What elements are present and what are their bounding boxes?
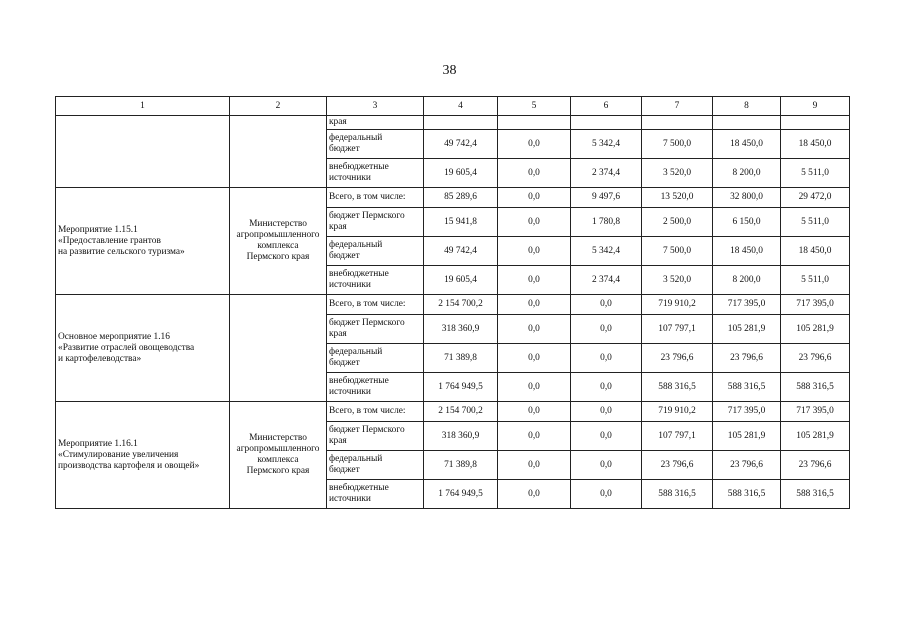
value-cell: 49 742,4 <box>424 130 498 159</box>
funding-source-cell <box>327 208 424 237</box>
value-cell: 105 281,9 <box>781 422 850 451</box>
cell-line: Мероприятие 1.16.1 <box>58 438 138 449</box>
value-cell: 5 342,4 <box>571 237 642 266</box>
cell-line: федеральный <box>329 347 383 357</box>
value-cell: 107 797,1 <box>642 422 713 451</box>
value-cell: 18 450,0 <box>713 237 781 266</box>
cell-line: «Предоставление грантов <box>58 235 161 246</box>
value-cell: 0,0 <box>498 237 571 266</box>
cell-line: производства картофеля и овощей» <box>58 460 200 471</box>
cell-line: бюджет Пермского <box>329 211 405 221</box>
executor-cell <box>230 402 327 509</box>
value-cell: 719 910,2 <box>642 402 713 422</box>
cell-line: края <box>329 436 347 446</box>
value-cell: 18 450,0 <box>781 237 850 266</box>
value-cell: 2 374,4 <box>571 159 642 188</box>
cell-line: Пермского края <box>246 252 310 262</box>
column-header: 7 <box>642 97 713 116</box>
value-cell: 0,0 <box>498 295 571 315</box>
event-cell <box>56 116 230 188</box>
table-row <box>56 295 850 315</box>
value-cell: 0,0 <box>498 344 571 373</box>
value-cell: 8 200,0 <box>713 159 781 188</box>
funding-source-cell <box>327 130 424 159</box>
cell-line: и картофелеводства» <box>58 353 142 364</box>
cell-line: федеральный <box>329 133 383 143</box>
value-cell: 0,0 <box>498 315 571 344</box>
event-cell <box>56 295 230 402</box>
funding-source-cell <box>327 295 424 315</box>
column-header: 4 <box>424 97 498 116</box>
cell-line: бюджет <box>329 251 360 261</box>
value-cell: 0,0 <box>498 422 571 451</box>
cell-line: федеральный <box>329 454 383 464</box>
cell-line: бюджет Пермского <box>329 318 405 328</box>
funding-source-cell <box>327 159 424 188</box>
header-row <box>56 97 850 116</box>
table-row <box>56 402 850 422</box>
value-cell: 588 316,5 <box>781 373 850 402</box>
cell-line: бюджет <box>329 358 360 368</box>
value-cell: 85 289,6 <box>424 188 498 208</box>
funding-source-cell <box>327 188 424 208</box>
cell-line: источники <box>329 173 371 183</box>
value-cell: 0,0 <box>571 480 642 509</box>
cell-line: комплекса <box>257 455 299 465</box>
value-cell: 23 796,6 <box>713 451 781 480</box>
cell-line: Мероприятие 1.15.1 <box>58 224 138 235</box>
cell-line: комплекса <box>257 241 299 251</box>
cell-line: края <box>329 117 347 127</box>
value-cell: 7 500,0 <box>642 130 713 159</box>
value-cell <box>424 116 498 130</box>
value-cell: 0,0 <box>498 266 571 295</box>
value-cell: 5 511,0 <box>781 159 850 188</box>
column-header: 9 <box>781 97 850 116</box>
value-cell: 0,0 <box>498 188 571 208</box>
value-cell: 0,0 <box>498 130 571 159</box>
value-cell: 0,0 <box>571 295 642 315</box>
value-cell <box>781 116 850 130</box>
value-cell: 0,0 <box>571 344 642 373</box>
value-cell: 717 395,0 <box>781 402 850 422</box>
value-cell: 2 374,4 <box>571 266 642 295</box>
executor-cell <box>230 116 327 188</box>
column-header: 1 <box>56 97 230 116</box>
cell-line: федеральный <box>329 240 383 250</box>
value-cell: 0,0 <box>498 451 571 480</box>
value-cell: 588 316,5 <box>781 480 850 509</box>
value-cell: 107 797,1 <box>642 315 713 344</box>
value-cell: 0,0 <box>498 480 571 509</box>
event-cell <box>56 188 230 295</box>
value-cell: 19 605,4 <box>424 159 498 188</box>
cell-line: Министерство <box>249 433 307 443</box>
column-header: 6 <box>571 97 642 116</box>
cell-line: внебюджетные <box>329 269 389 279</box>
value-cell: 5 342,4 <box>571 130 642 159</box>
value-cell: 105 281,9 <box>713 315 781 344</box>
cell-line: Всего, в том числе: <box>329 299 406 309</box>
value-cell: 3 520,0 <box>642 266 713 295</box>
value-cell: 18 450,0 <box>713 130 781 159</box>
column-header: 5 <box>498 97 571 116</box>
cell-line: края <box>329 222 347 232</box>
value-cell: 2 500,0 <box>642 208 713 237</box>
value-cell: 0,0 <box>498 373 571 402</box>
value-cell: 19 605,4 <box>424 266 498 295</box>
cell-line: Всего, в том числе: <box>329 406 406 416</box>
value-cell: 105 281,9 <box>781 315 850 344</box>
value-cell: 717 395,0 <box>781 295 850 315</box>
value-cell: 29 472,0 <box>781 188 850 208</box>
value-cell: 1 764 949,5 <box>424 373 498 402</box>
funding-source-cell <box>327 237 424 266</box>
event-cell <box>56 402 230 509</box>
budget-table <box>55 96 850 509</box>
value-cell: 0,0 <box>571 402 642 422</box>
value-cell: 0,0 <box>571 373 642 402</box>
cell-line: Министерство <box>249 219 307 229</box>
value-cell: 7 500,0 <box>642 237 713 266</box>
cell-line: бюджет <box>329 465 360 475</box>
value-cell: 717 395,0 <box>713 295 781 315</box>
value-cell: 588 316,5 <box>713 373 781 402</box>
value-cell: 23 796,6 <box>642 344 713 373</box>
value-cell <box>713 116 781 130</box>
cell-line: края <box>329 329 347 339</box>
funding-source-cell <box>327 402 424 422</box>
value-cell: 588 316,5 <box>642 480 713 509</box>
funding-source-cell <box>327 116 424 130</box>
value-cell: 0,0 <box>571 315 642 344</box>
value-cell: 0,0 <box>498 402 571 422</box>
value-cell: 1 780,8 <box>571 208 642 237</box>
value-cell <box>642 116 713 130</box>
value-cell: 0,0 <box>571 422 642 451</box>
cell-line: внебюджетные <box>329 483 389 493</box>
value-cell: 318 360,9 <box>424 315 498 344</box>
value-cell: 23 796,6 <box>713 344 781 373</box>
value-cell: 23 796,6 <box>781 451 850 480</box>
executor-cell <box>230 295 327 402</box>
cell-line: «Развитие отраслей овощеводства <box>58 342 195 353</box>
table-row <box>56 116 850 130</box>
funding-source-cell <box>327 451 424 480</box>
value-cell: 8 200,0 <box>713 266 781 295</box>
value-cell: 105 281,9 <box>713 422 781 451</box>
value-cell: 0,0 <box>498 159 571 188</box>
column-header: 2 <box>230 97 327 116</box>
cell-line: внебюджетные <box>329 376 389 386</box>
value-cell: 1 764 949,5 <box>424 480 498 509</box>
value-cell: 717 395,0 <box>713 402 781 422</box>
cell-line: Пермского края <box>246 466 310 476</box>
column-header: 3 <box>327 97 424 116</box>
value-cell: 71 389,8 <box>424 344 498 373</box>
value-cell: 23 796,6 <box>781 344 850 373</box>
table-row <box>56 188 850 208</box>
cell-line: источники <box>329 387 371 397</box>
cell-line: Всего, в том числе: <box>329 192 406 202</box>
value-cell: 588 316,5 <box>642 373 713 402</box>
value-cell: 5 511,0 <box>781 266 850 295</box>
value-cell: 23 796,6 <box>642 451 713 480</box>
value-cell: 49 742,4 <box>424 237 498 266</box>
value-cell: 13 520,0 <box>642 188 713 208</box>
value-cell: 9 497,6 <box>571 188 642 208</box>
cell-line: на развитие сельского туризма» <box>58 246 185 257</box>
column-header: 8 <box>713 97 781 116</box>
funding-source-cell <box>327 373 424 402</box>
funding-source-cell <box>327 344 424 373</box>
value-cell: 2 154 700,2 <box>424 295 498 315</box>
value-cell: 719 910,2 <box>642 295 713 315</box>
funding-source-cell <box>327 422 424 451</box>
cell-line: Основное мероприятие 1.16 <box>58 331 170 342</box>
cell-line: бюджет <box>329 144 360 154</box>
value-cell: 15 941,8 <box>424 208 498 237</box>
cell-line: «Стимулирование увеличения <box>58 449 179 460</box>
funding-source-cell <box>327 266 424 295</box>
value-cell <box>498 116 571 130</box>
value-cell: 32 800,0 <box>713 188 781 208</box>
cell-line: источники <box>329 280 371 290</box>
cell-line: бюджет Пермского <box>329 425 405 435</box>
value-cell: 3 520,0 <box>642 159 713 188</box>
value-cell: 5 511,0 <box>781 208 850 237</box>
cell-line: внебюджетные <box>329 162 389 172</box>
value-cell: 0,0 <box>498 208 571 237</box>
executor-cell <box>230 188 327 295</box>
cell-line: агропромышленного <box>236 230 320 240</box>
funding-source-cell <box>327 480 424 509</box>
value-cell: 71 389,8 <box>424 451 498 480</box>
value-cell: 0,0 <box>571 451 642 480</box>
funding-source-cell <box>327 315 424 344</box>
cell-line: агропромышленного <box>236 444 320 454</box>
value-cell: 318 360,9 <box>424 422 498 451</box>
value-cell: 6 150,0 <box>713 208 781 237</box>
value-cell: 588 316,5 <box>713 480 781 509</box>
value-cell: 2 154 700,2 <box>424 402 498 422</box>
page-number: 38 <box>442 63 457 78</box>
value-cell <box>571 116 642 130</box>
cell-line: источники <box>329 494 371 504</box>
value-cell: 18 450,0 <box>781 130 850 159</box>
